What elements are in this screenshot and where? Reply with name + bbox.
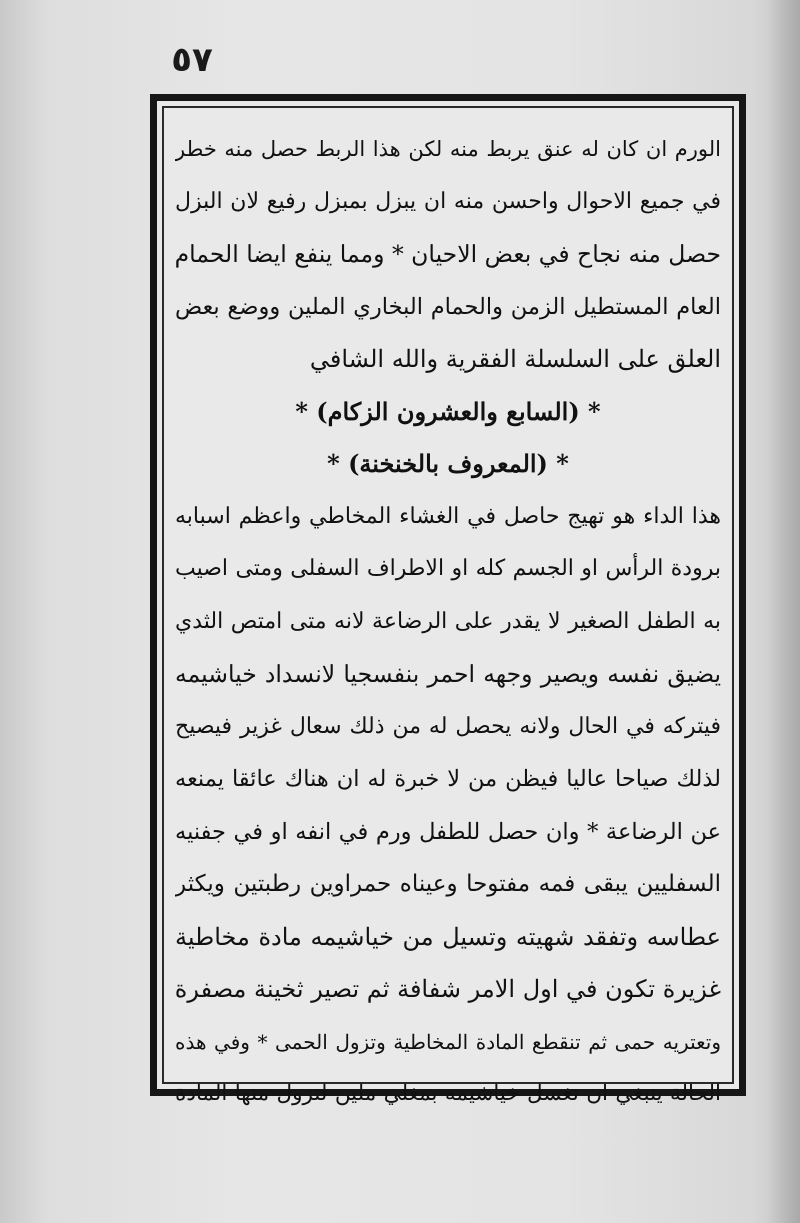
text-line: حصل منه نجاح في بعض الاحيان * ومما ينفع ايضا الحمام xyxy=(175,240,721,268)
text-line: عطاسه وتفقد شهيته وتسيل من خياشيمه مادة مخاطية xyxy=(175,922,721,951)
text-line: به الطفل الصغير لا يقدر على الرضاعة لانه متى امتص الثدي xyxy=(175,608,721,634)
text-line: وتعتريه حمى ثم تنقطع المادة المخاطية وتزول الحمى * وفي هذه xyxy=(175,1029,721,1054)
text-line: يضيق نفسه ويصير وجهه احمر بنفسجيا لانسداد خياشيمه xyxy=(175,660,721,688)
text-line: فيتركه في الحال ولانه يحصل له من ذلك سعال غزير فيصيح xyxy=(175,713,721,739)
text-line: لذلك صياحا عاليا فيظن من لا خبرة له ان هناك عائقا يمنعه xyxy=(175,766,721,792)
text-line: السفليين يبقى فمه مفتوحا وعيناه حمراوين رطبتين ويكثر xyxy=(175,871,721,897)
text-line: في جميع الاحوال واحسن منه ان يبزل بمبزل رفيع لان البزل xyxy=(175,188,721,214)
section-heading: * (السابع والعشرون الزكام) * xyxy=(295,396,601,426)
text-line: الحالة ينبغي ان تغسل خياشيمه بمغلي ملين لتزول منها المادة xyxy=(175,1081,721,1106)
text-line: العلق على السلسلة الفقرية والله الشافي xyxy=(309,345,721,373)
text-line: الورم ان كان له عنق يربط منه لكن هذا الربط حصل منه خطر xyxy=(175,137,721,161)
text-line: هذا الداء هو تهيج حاصل في الغشاء المخاطي واعظم اسبابه xyxy=(175,503,721,529)
text-line: العام المستطيل الزمن والحمام البخاري الملين ووضع بعض xyxy=(175,293,721,320)
body-text xyxy=(175,123,721,1106)
text-line: عن الرضاعة * وان حصل للطفل ورم في انفه او في جفنيه xyxy=(175,818,721,845)
page-gutter xyxy=(766,0,800,1223)
page-number: ٥٧ xyxy=(171,40,213,80)
text-frame xyxy=(150,94,746,1106)
text-line: برودة الرأس او الجسم كله او الاطراف السفلى ومتى اصيب xyxy=(175,556,721,581)
text-line: غزيرة تكون في اول الامر شفافة ثم تصير ثخينة مصفرة xyxy=(175,975,721,1003)
section-subheading: * (المعروف بالخنخنة) * xyxy=(327,449,569,478)
